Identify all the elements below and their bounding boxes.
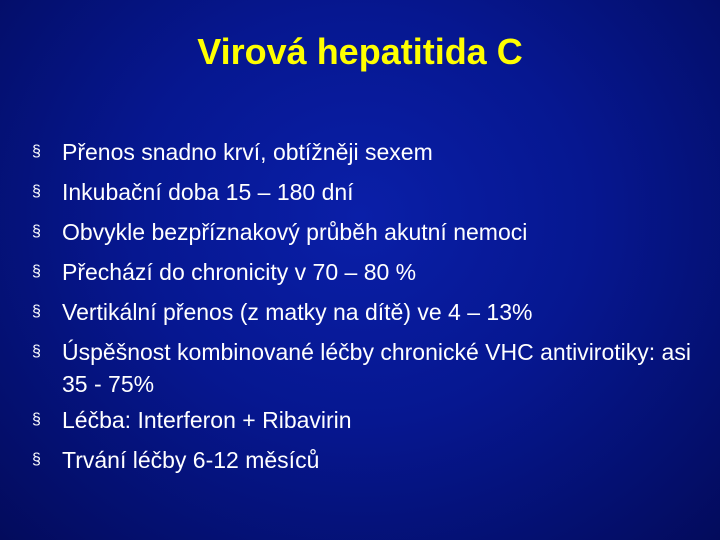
bullet-text: Obvykle bezpříznakový průběh akutní nemoci	[62, 219, 528, 245]
list-item	[32, 296, 692, 328]
bullet-text: Trvání léčby 6-12 měsíců	[62, 447, 320, 473]
list-item	[32, 136, 692, 168]
bullet-marker-icon: §	[32, 303, 41, 320]
bullet-text: Přenos snadno krví, obtížněji sexem	[62, 139, 433, 165]
bullet-marker-icon: §	[32, 451, 41, 468]
list-item	[32, 444, 692, 476]
bullet-text: Vertikální přenos (z matky na dítě) ve 4 – 13%	[62, 299, 533, 325]
bullet-text: Léčba: Interferon + Ribavirin	[62, 407, 352, 433]
list-item	[32, 216, 692, 248]
bullet-text: Úspěšnost kombinované léčby chronické VHC antivirotiky: asi 35 - 75%	[62, 339, 691, 397]
list-item	[32, 404, 692, 436]
bullet-marker-icon: §	[32, 263, 41, 280]
list-item	[32, 176, 692, 208]
slide-title: Virová hepatitida C	[197, 31, 523, 72]
bullet-marker-icon: §	[32, 143, 41, 160]
bullet-marker-icon: §	[32, 411, 41, 428]
bullet-marker-icon: §	[32, 343, 41, 360]
bullet-text: Přechází do chronicity v 70 – 80 %	[62, 259, 417, 285]
list-item	[32, 336, 692, 400]
bullet-marker-icon: §	[32, 223, 41, 240]
bullet-text: Inkubační doba 15 – 180 dní	[62, 179, 354, 205]
bullet-marker-icon: §	[32, 183, 41, 200]
bullet-list	[32, 136, 692, 484]
list-item	[32, 256, 692, 288]
